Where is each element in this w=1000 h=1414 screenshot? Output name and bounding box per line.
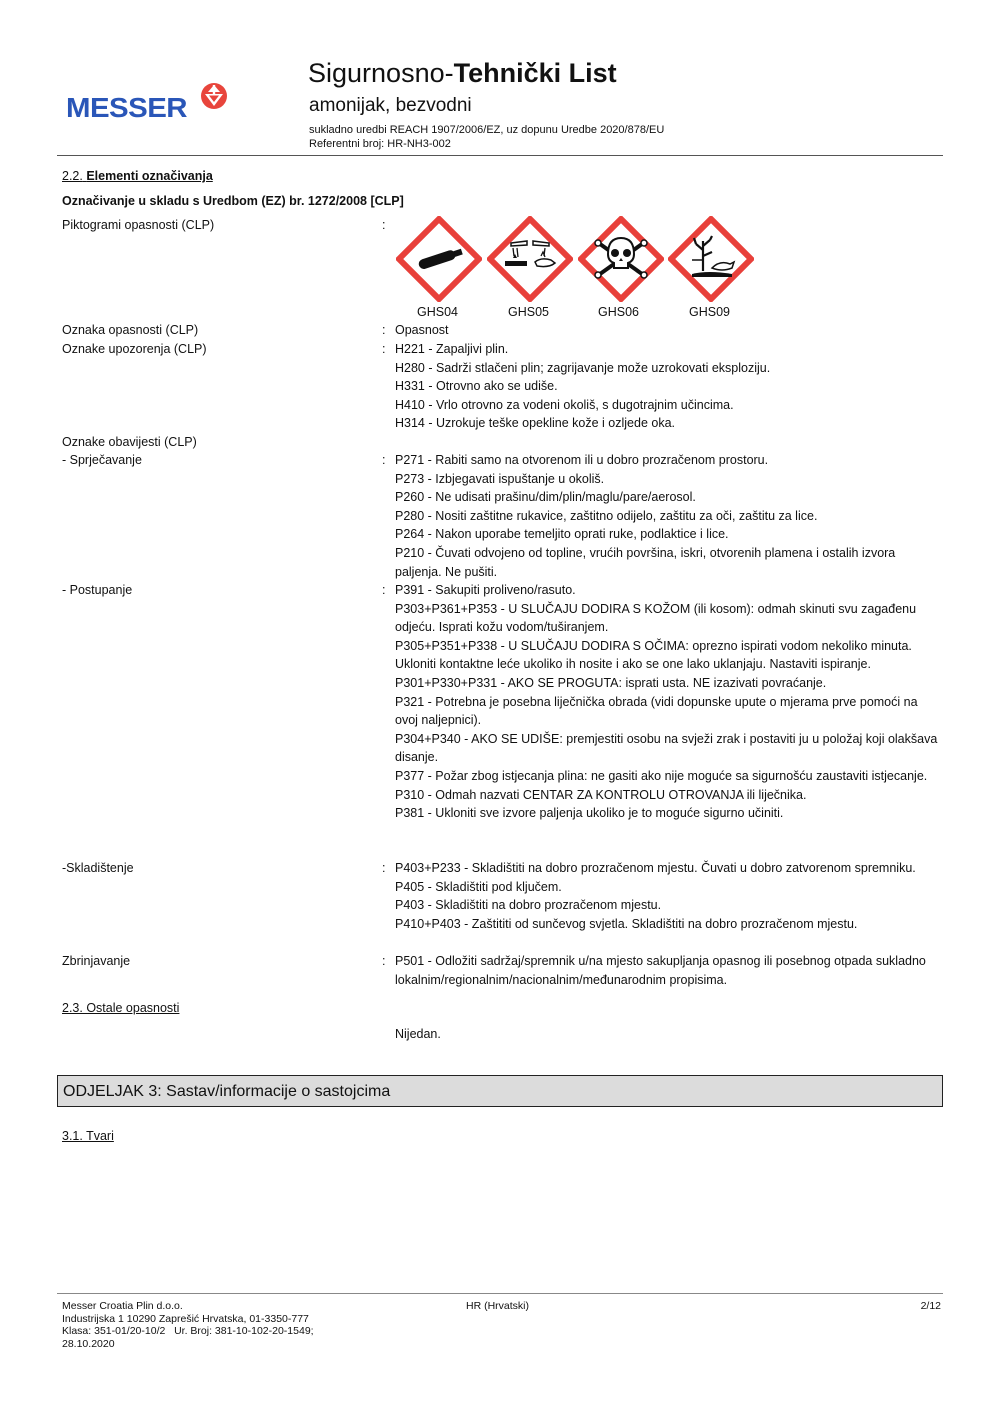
environment-icon — [668, 216, 754, 302]
signal-word-value: Opasnost — [395, 323, 449, 337]
storage-label: -Skladištenje — [62, 861, 134, 875]
clp-heading: Označivanje u skladu s Uredbom (EZ) br. 1272/2008 [CLP] — [62, 194, 404, 208]
precautionary-statement: P405 - Skladištiti pod ključem. — [395, 879, 562, 894]
pictogram-code: GHS04 — [417, 305, 458, 319]
footer-address: Industrijska 1 10290 Zaprešić Hrvatska, 01-3350-777 — [62, 1312, 309, 1325]
corrosion-icon — [487, 216, 573, 302]
section-3-title: ODJELJAK 3: Sastav/informacije o sastojcima — [63, 1083, 391, 1100]
regulation-line: sukladno uredbi REACH 1907/2006/EZ, uz dopunu Uredbe 2020/878/EU — [309, 124, 665, 136]
section-2-2-heading[interactable] — [62, 169, 213, 183]
precautionary-statement: P264 - Nakon uporabe temeljito oprati ruke, podlaktice i lice. — [395, 527, 729, 542]
footer-divider — [57, 1293, 943, 1294]
colon: : — [382, 453, 386, 467]
response-label: - Postupanje — [62, 583, 133, 597]
storage-statements — [395, 859, 943, 933]
page-number: 2/12 — [920, 1300, 941, 1312]
precautionary-statement: P273 - Izbjegavati ispuštanje u okoliš. — [395, 471, 605, 486]
precautionary-statement: P301+P330+P331 - AKO SE PROGUTA: isprati usta. NE izazivati povraćanje. — [395, 675, 827, 690]
prevention-statements — [395, 451, 943, 581]
section-number: 2.2. — [62, 169, 83, 183]
skull-crossbones-icon — [578, 216, 664, 302]
precautionary-statement: P260 - Ne udisati prašinu/dim/plin/maglu/pare/aerosol. — [395, 490, 696, 505]
document-title — [308, 58, 617, 89]
hazard-statement: H314 - Uzrokuje teške opekline kože i ozljede oka. — [395, 416, 676, 431]
messer-logo — [66, 82, 236, 127]
disposal-statements — [395, 952, 943, 989]
disposal-label: Zbrinjavanje — [62, 954, 131, 968]
precautionary-statement: P381 - Ukloniti sve izvore paljenja ukoliko je to moguće sigurno učiniti. — [395, 806, 784, 821]
precautionary-statement: P304+P340 - AKO SE UDIŠE: premjestiti osobu na svježi zrak i postaviti ju u položaj koji olakšava disanje. — [395, 731, 938, 765]
precautionary-statement: P280 - Nositi zaštitne rukavice, zaštitno odijelo, zaštitu za oči, zaštitu za lice. — [395, 508, 818, 523]
pictograms-label: Piktogrami opasnosti (CLP) — [62, 218, 215, 232]
section-3-header — [57, 1075, 943, 1107]
precautionary-statement: P210 - Čuvati odvojeno od topline, vrućih površina, iskri, otvorenih plamena i ostalih izvora paljenja. Ne pušiti. — [395, 545, 896, 579]
pictogram-code: GHS09 — [689, 305, 730, 319]
precautionary-statement: P403 - Skladištiti na dobro prozračenom mjestu. — [395, 898, 662, 913]
precautionary-statement: P271 - Rabiti samo na otvorenom ili u dobro prozračenom prostoru. — [395, 453, 769, 467]
hazard-statements-label: Oznake upozorenja (CLP) — [62, 342, 207, 356]
precautionary-statement: P377 - Požar zbog istjecanja plina: ne gasiti ako nije moguće sa sigurnošću zaustaviti istjecanje. — [395, 768, 928, 783]
colon: : — [382, 954, 386, 968]
precautionary-statement: P501 - Odložiti sadržaj/spremnik u/na mjesto sakupljanja opasnog ili posebnog otpada sukladno lokalnim/regionalnim/nacionalnim/međunarodnim propisima. — [395, 954, 926, 987]
precautionary-statement: P403+P233 - Skladištiti na dobro prozračenom mjestu. Čuvati u dobro zatvorenom spremniku. — [395, 861, 916, 875]
colon: : — [382, 861, 386, 875]
prevention-label: - Sprječavanje — [62, 453, 142, 467]
footer-company-info — [62, 1300, 314, 1350]
colon: : — [382, 218, 386, 232]
precautionary-statement: P305+P351+P338 - U SLUČAJU DODIRA S OČIMA: oprezno ispirati vodom nekoliko minuta. Ukloniti kontaktne leće ukoliko ih nosite i ako se one lako uklanjaju. Nastaviti ispiranje. — [395, 638, 912, 672]
logo-text: MESSER — [66, 92, 188, 123]
precautionary-statement: P391 - Sakupiti proliveno/rasuto. — [395, 583, 576, 597]
hazard-statement: H331 - Otrovno ako se udiše. — [395, 379, 558, 394]
title-regular: Sigurnosno- — [308, 58, 454, 88]
precautionary-statement: P321 - Potrebna je posebna liječnička obrada (vidi dopunske upute o mjerama prve pomoći na ovoj naljepnici). — [395, 694, 918, 728]
hazard-statement: H280 - Sadrži stlačeni plin; zagrijavanje može uzrokovati eksploziju. — [395, 360, 771, 375]
precautionary-statement: P310 - Odmah nazvati CENTAR ZA KONTROLU OTROVANJA ili liječnika. — [395, 787, 807, 802]
footer-klasa: Klasa: 351-01/20-10/2 Ur. Broj: 381-10-102-20-1549; — [62, 1325, 314, 1337]
colon: : — [382, 583, 386, 597]
hazard-statements — [395, 340, 943, 433]
header-divider — [57, 155, 943, 156]
section-3-1-heading[interactable]: 3.1. Tvari — [62, 1129, 114, 1143]
pictogram-code: GHS06 — [598, 305, 639, 319]
colon: : — [382, 342, 386, 356]
signal-word-label: Oznaka opasnosti (CLP) — [62, 323, 199, 337]
footer-company: Messer Croatia Plin d.o.o. — [62, 1300, 183, 1312]
section-2-3-heading[interactable]: 2.3. Ostale opasnosti — [62, 1001, 180, 1015]
signal-word — [395, 321, 943, 340]
precautionary-statement: P303+P361+P353 - U SLUČAJU DODIRA S KOŽOM (ili kosom): odmah skinuti svu zagađenu odjeću. Isprati kožu vodom/tuširanjem. — [395, 601, 917, 635]
pictogram-code: GHS05 — [508, 305, 549, 319]
section-title: Elementi označivanja — [86, 169, 213, 183]
response-statements — [395, 581, 943, 823]
precautionary-statements-label: Oznake obavijesti (CLP) — [62, 435, 197, 449]
colon: : — [382, 323, 386, 337]
messer-mark-icon — [200, 82, 228, 110]
precautionary-statement: P410+P403 - Zaštititi od sunčevog svjetla. Skladištiti na dobro prozračenom mjestu. — [395, 916, 858, 931]
footer-language: HR (Hrvatski) — [466, 1300, 529, 1312]
gas-cylinder-icon — [396, 216, 482, 302]
title-bold: Tehnički List — [453, 58, 617, 88]
footer-date: 28.10.2020 — [62, 1337, 115, 1350]
other-hazards-value: Nijedan. — [395, 1027, 441, 1041]
hazard-statement: H221 - Zapaljivi plin. — [395, 342, 509, 356]
hazard-statement: H410 - Vrlo otrovno za vodeni okoliš, s dugotrajnim učincima. — [395, 397, 734, 412]
product-name: amonijak, bezvodni — [309, 95, 472, 116]
reference-number: Referentni broj: HR-NH3-002 — [309, 138, 451, 150]
